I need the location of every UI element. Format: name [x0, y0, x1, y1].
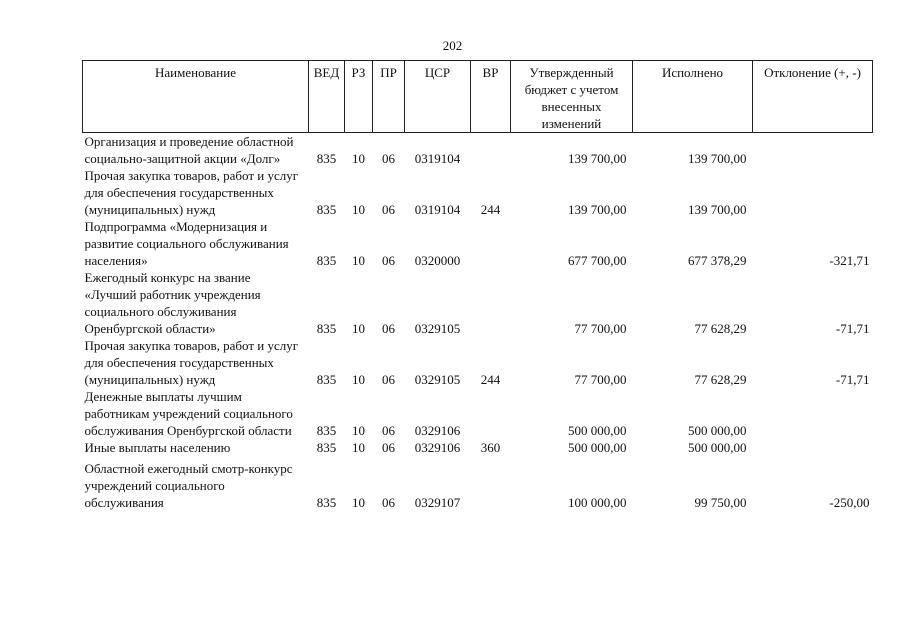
header-deviation: Отклонение (+, -) [753, 61, 873, 133]
cell-csr: 0329105 [414, 321, 461, 336]
cell-name: Иные выплаты населению [84, 440, 231, 455]
table-row [83, 439, 873, 456]
cell-deviation: -71,71 [835, 372, 870, 387]
cell-deviation: -71,71 [835, 321, 870, 336]
table-row [83, 133, 873, 168]
cell-pr: 06 [382, 495, 395, 510]
cell-vr: 244 [480, 202, 501, 217]
cell-rz: 10 [352, 151, 365, 166]
cell-vr [471, 456, 511, 511]
cell-rz: 10 [352, 321, 365, 336]
table-row [83, 456, 873, 511]
cell-ved: 835 [316, 321, 337, 336]
table-row [83, 337, 873, 388]
cell-vr [471, 133, 511, 168]
cell-csr: 0319104 [414, 202, 461, 217]
cell-ved: 835 [316, 440, 337, 455]
cell-name: Областной ежегодный смотр-конкурс учреждений социального обслуживания [84, 461, 293, 510]
cell-budget: 77 700,00 [574, 321, 627, 336]
cell-ved: 835 [316, 151, 337, 166]
cell-pr: 06 [382, 372, 395, 387]
table-row [83, 388, 873, 439]
cell-deviation: -321,71 [829, 253, 870, 268]
cell-budget: 100 000,00 [568, 495, 627, 510]
cell-pr: 06 [382, 440, 395, 455]
cell-executed: 77 628,29 [694, 321, 747, 336]
cell-vr [471, 388, 511, 439]
cell-rz: 10 [352, 440, 365, 455]
cell-name: Прочая закупка товаров, работ и услуг для обеспечения государственных (муниципальных) нужд [84, 168, 299, 217]
cell-executed: 99 750,00 [694, 495, 747, 510]
cell-budget: 677 700,00 [568, 253, 627, 268]
cell-rz: 10 [352, 202, 365, 217]
header-vr: ВР [471, 61, 511, 133]
cell-budget: 139 700,00 [568, 202, 627, 217]
header-executed: Исполнено [633, 61, 753, 133]
cell-executed: 139 700,00 [688, 151, 747, 166]
table-header [83, 61, 873, 133]
header-rz: РЗ [345, 61, 373, 133]
cell-pr: 06 [382, 423, 395, 438]
cell-executed: 500 000,00 [688, 423, 747, 438]
cell-budget: 77 700,00 [574, 372, 627, 387]
cell-csr: 0329107 [414, 495, 461, 510]
cell-ved: 835 [316, 253, 337, 268]
cell-rz: 10 [352, 372, 365, 387]
table-body [83, 133, 873, 512]
cell-executed: 500 000,00 [688, 440, 747, 455]
cell-executed: 77 628,29 [694, 372, 747, 387]
cell-rz: 10 [352, 495, 365, 510]
cell-pr: 06 [382, 253, 395, 268]
cell-budget: 139 700,00 [568, 151, 627, 166]
cell-deviation: -250,00 [829, 495, 870, 510]
cell-name: Ежегодный конкурс на звание «Лучший работник учреждения социального обслуживания Оренбургской области» [84, 270, 261, 336]
cell-name: Подпрограмма «Модернизация и развитие социального обслуживания населения» [84, 219, 289, 268]
table-row [83, 269, 873, 337]
cell-deviation [753, 133, 873, 168]
cell-csr: 0329105 [414, 372, 461, 387]
cell-rz: 10 [352, 253, 365, 268]
header-name: Наименование [83, 61, 309, 133]
cell-rz: 10 [352, 423, 365, 438]
cell-pr: 06 [382, 202, 395, 217]
table-row [83, 167, 873, 218]
cell-name: Прочая закупка товаров, работ и услуг для обеспечения государственных (муниципальных) нужд [84, 338, 299, 387]
header-budget: Утвержденный бюджет с учетом внесенных изменений [511, 61, 633, 133]
cell-deviation [753, 439, 873, 456]
cell-vr [471, 218, 511, 269]
cell-ved: 835 [316, 495, 337, 510]
cell-executed: 139 700,00 [688, 202, 747, 217]
cell-deviation [753, 388, 873, 439]
cell-csr: 0329106 [414, 440, 461, 455]
budget-table [82, 60, 873, 511]
cell-vr: 244 [480, 372, 501, 387]
cell-ved: 835 [316, 202, 337, 217]
cell-executed: 677 378,29 [688, 253, 747, 268]
cell-pr: 06 [382, 321, 395, 336]
cell-name: Организация и проведение областной социально-защитной акции «Долг» [84, 134, 294, 166]
table-row [83, 218, 873, 269]
cell-vr: 360 [480, 440, 501, 455]
cell-deviation [753, 167, 873, 218]
cell-budget: 500 000,00 [568, 423, 627, 438]
cell-ved: 835 [316, 423, 337, 438]
cell-csr: 0320000 [414, 253, 461, 268]
cell-name: Денежные выплаты лучшим работникам учреждений социального обслуживания Оренбургской области [84, 389, 293, 438]
header-ved: ВЕД [309, 61, 345, 133]
cell-pr: 06 [382, 151, 395, 166]
cell-budget: 500 000,00 [568, 440, 627, 455]
cell-csr: 0319104 [414, 151, 461, 166]
cell-csr: 0329106 [414, 423, 461, 438]
cell-ved: 835 [316, 372, 337, 387]
header-pr: ПР [373, 61, 405, 133]
header-csr: ЦСР [405, 61, 471, 133]
cell-vr [471, 269, 511, 337]
page-number: 202 [442, 38, 463, 53]
